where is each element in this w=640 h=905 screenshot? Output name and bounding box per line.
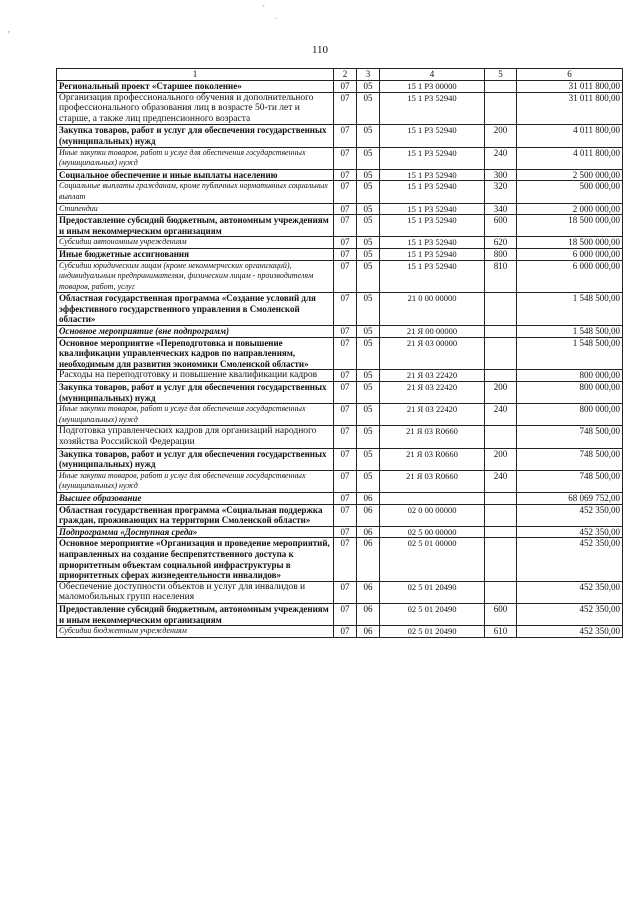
- table-row: [57, 337, 623, 370]
- section-code-cell: 07: [334, 181, 357, 203]
- table-row: [57, 215, 623, 237]
- subsection-code-cell: 05: [357, 370, 380, 382]
- amount-cell: 6 000 000,00: [517, 260, 623, 293]
- subsection-code-cell: 05: [357, 169, 380, 181]
- amount-cell: 2 500 000,00: [517, 169, 623, 181]
- target-item-code-cell: 15 1 P3 52940: [380, 203, 485, 215]
- target-item-code-cell: 21 Я 03 00000: [380, 337, 485, 370]
- row-name-cell: Стипендии: [57, 203, 334, 215]
- row-name-cell: Областная государственная программа «Социальная поддержка граждан, проживающих на территории Смоленской области»: [57, 504, 334, 526]
- amount-cell: 500 000,00: [517, 181, 623, 203]
- target-item-code-cell: 15 1 P3 52940: [380, 147, 485, 169]
- row-name-cell: Подпрограмма «Доступная среда»: [57, 526, 334, 538]
- target-item-code-cell: 02 5 01 20490: [380, 603, 485, 625]
- table-row: [57, 260, 623, 293]
- row-name-cell: Иные закупки товаров, работ и услуг для обеспечения государственных (муниципальных) нужд: [57, 147, 334, 169]
- section-code-cell: 07: [334, 470, 357, 492]
- target-item-code-cell: 21 Я 03 R0660: [380, 470, 485, 492]
- table-row: [57, 326, 623, 338]
- expense-type-code-cell: 200: [485, 125, 517, 147]
- amount-cell: 800 000,00: [517, 404, 623, 426]
- amount-cell: 800 000,00: [517, 370, 623, 382]
- section-code-cell: 07: [334, 260, 357, 293]
- amount-cell: 452 350,00: [517, 581, 623, 603]
- amount-cell: 748 500,00: [517, 426, 623, 448]
- subsection-code-cell: 05: [357, 448, 380, 470]
- expense-type-code-cell: 600: [485, 603, 517, 625]
- row-name-cell: Субсидии автономным учреждениям: [57, 237, 334, 249]
- amount-cell: 1 548 500,00: [517, 326, 623, 338]
- section-code-cell: 07: [334, 504, 357, 526]
- subsection-code-cell: 05: [357, 92, 380, 125]
- section-code-cell: 07: [334, 370, 357, 382]
- subsection-code-cell: 06: [357, 603, 380, 625]
- table-header-row: [57, 69, 623, 81]
- amount-cell: 1 548 500,00: [517, 293, 623, 326]
- subsection-code-cell: 05: [357, 215, 380, 237]
- target-item-code-cell: 15 1 P3 52940: [380, 260, 485, 293]
- target-item-code-cell: 21 Я 00 00000: [380, 326, 485, 338]
- subsection-code-cell: 06: [357, 504, 380, 526]
- table-row: [57, 504, 623, 526]
- amount-cell: 6 000 000,00: [517, 248, 623, 260]
- expense-type-code-cell: 200: [485, 382, 517, 404]
- section-code-cell: 07: [334, 92, 357, 125]
- row-name-cell: Иные бюджетные ассигнования: [57, 248, 334, 260]
- section-code-cell: 07: [334, 448, 357, 470]
- expense-type-code-cell: 300: [485, 169, 517, 181]
- subsection-code-cell: 05: [357, 181, 380, 203]
- row-name-cell: Высшее образование: [57, 492, 334, 504]
- target-item-code-cell: 21 Я 03 22420: [380, 382, 485, 404]
- subsection-code-cell: 05: [357, 81, 380, 93]
- target-item-code-cell: 21 Я 03 R0660: [380, 426, 485, 448]
- subsection-code-cell: 06: [357, 581, 380, 603]
- section-code-cell: 07: [334, 147, 357, 169]
- row-name-cell: Предоставление субсидий бюджетным, автономным учреждениям и иным некоммерческим организациям: [57, 215, 334, 237]
- target-item-code-cell: 15 1 P3 52940: [380, 237, 485, 249]
- expense-type-code-cell: 240: [485, 470, 517, 492]
- section-code-cell: 07: [334, 603, 357, 625]
- amount-cell: 1 548 500,00: [517, 337, 623, 370]
- section-code-cell: 07: [334, 81, 357, 93]
- expense-type-code-cell: [485, 81, 517, 93]
- target-item-code-cell: 21 Я 03 22420: [380, 404, 485, 426]
- target-item-code-cell: 21 0 00 00000: [380, 293, 485, 326]
- row-name-cell: Предоставление субсидий бюджетным, автономным учреждениям и иным некоммерческим организациям: [57, 603, 334, 625]
- table-row: [57, 92, 623, 125]
- expense-type-code-cell: [485, 504, 517, 526]
- table-row: [57, 626, 623, 638]
- target-item-code-cell: 15 1 P3 52940: [380, 215, 485, 237]
- section-code-cell: 07: [334, 626, 357, 638]
- amount-cell: 18 500 000,00: [517, 237, 623, 249]
- target-item-code-cell: 02 0 00 00000: [380, 504, 485, 526]
- amount-cell: 68 069 752,00: [517, 492, 623, 504]
- table-row: [57, 181, 623, 203]
- section-code-cell: 07: [334, 169, 357, 181]
- table-row: [57, 581, 623, 603]
- table-row: [57, 237, 623, 249]
- expense-type-code-cell: 800: [485, 248, 517, 260]
- target-item-code-cell: 02 5 01 20490: [380, 626, 485, 638]
- row-name-cell: Организация профессионального обучения и дополнительного профессионального образования лиц в возрасте 50-ти лет и старше, а также лиц предпенсионного возраста: [57, 92, 334, 125]
- subsection-code-cell: 05: [357, 125, 380, 147]
- expense-type-code-cell: 320: [485, 181, 517, 203]
- row-name-cell: Региональный проект «Старшее поколение»: [57, 81, 334, 93]
- section-code-cell: 07: [334, 215, 357, 237]
- expense-type-code-cell: 340: [485, 203, 517, 215]
- row-name-cell: Расходы на переподготовку и повышение квалификации кадров: [57, 370, 334, 382]
- target-item-code-cell: 15 1 P3 52940: [380, 169, 485, 181]
- section-code-cell: 07: [334, 538, 357, 581]
- table-row: [57, 370, 623, 382]
- table-row: [57, 203, 623, 215]
- scan-speck: ˇ: [262, 4, 265, 13]
- table-row: [57, 603, 623, 625]
- target-item-code-cell: [380, 492, 485, 504]
- expense-type-code-cell: [485, 538, 517, 581]
- amount-cell: 31 011 800,00: [517, 81, 623, 93]
- subsection-code-cell: 06: [357, 526, 380, 538]
- expense-type-code-cell: 620: [485, 237, 517, 249]
- expense-type-code-cell: 810: [485, 260, 517, 293]
- target-item-code-cell: 21 Я 03 22420: [380, 370, 485, 382]
- table-row: [57, 125, 623, 147]
- expense-type-code-cell: 240: [485, 147, 517, 169]
- row-name-cell: Закупка товаров, работ и услуг для обеспечения государственных (муниципальных) нужд: [57, 382, 334, 404]
- table-row: [57, 526, 623, 538]
- amount-cell: 452 350,00: [517, 504, 623, 526]
- table-row: [57, 81, 623, 93]
- section-code-cell: 07: [334, 237, 357, 249]
- amount-cell: 452 350,00: [517, 526, 623, 538]
- amount-cell: 18 500 000,00: [517, 215, 623, 237]
- target-item-code-cell: 15 1 P3 52940: [380, 248, 485, 260]
- target-item-code-cell: 02 5 01 20490: [380, 581, 485, 603]
- section-code-cell: 07: [334, 581, 357, 603]
- amount-cell: 452 350,00: [517, 626, 623, 638]
- subsection-code-cell: 06: [357, 538, 380, 581]
- expense-type-code-cell: 600: [485, 215, 517, 237]
- amount-cell: 452 350,00: [517, 538, 623, 581]
- expense-type-code-cell: [485, 293, 517, 326]
- section-code-cell: 07: [334, 492, 357, 504]
- subsection-code-cell: 05: [357, 326, 380, 338]
- section-code-cell: 07: [334, 526, 357, 538]
- amount-cell: 748 500,00: [517, 448, 623, 470]
- expense-type-code-cell: [485, 526, 517, 538]
- target-item-code-cell: 15 1 P3 00000: [380, 81, 485, 93]
- expense-type-code-cell: 610: [485, 626, 517, 638]
- column-header-section: 2: [334, 69, 357, 81]
- amount-cell: 800 000,00: [517, 382, 623, 404]
- row-name-cell: Закупка товаров, работ и услуг для обеспечения государственных (муниципальных) нужд: [57, 125, 334, 147]
- subsection-code-cell: 05: [357, 470, 380, 492]
- subsection-code-cell: 05: [357, 404, 380, 426]
- row-name-cell: Основное мероприятие (вне подпрограмм): [57, 326, 334, 338]
- table-row: [57, 147, 623, 169]
- row-name-cell: Иные закупки товаров, работ и услуг для обеспечения государственных (муниципальных) нужд: [57, 404, 334, 426]
- table-row: [57, 448, 623, 470]
- column-header-target-item: 4: [380, 69, 485, 81]
- expense-type-code-cell: 240: [485, 404, 517, 426]
- target-item-code-cell: 15 1 P3 52940: [380, 92, 485, 125]
- row-name-cell: Субсидии юридическим лицам (кроме некоммерческих организаций), индивидуальным предпринимателям, физическим лицам - производителям товаров, работ, услуг: [57, 260, 334, 293]
- row-name-cell: Социальные выплаты гражданам, кроме публичных нормативных социальных выплат: [57, 181, 334, 203]
- row-name-cell: Субсидии бюджетным учреждениям: [57, 626, 334, 638]
- row-name-cell: Основное мероприятие «Переподготовка и повышение квалификации управленческих кадров по направлениям, необходимым для развития экономики Смоленской области»: [57, 337, 334, 370]
- table-row: [57, 248, 623, 260]
- section-code-cell: 07: [334, 125, 357, 147]
- section-code-cell: 07: [334, 404, 357, 426]
- table-row: [57, 426, 623, 448]
- column-header-amount: 6: [517, 69, 623, 81]
- section-code-cell: 07: [334, 203, 357, 215]
- target-item-code-cell: 21 Я 03 R0660: [380, 448, 485, 470]
- section-code-cell: 07: [334, 326, 357, 338]
- expense-type-code-cell: [485, 370, 517, 382]
- subsection-code-cell: 05: [357, 248, 380, 260]
- section-code-cell: 07: [334, 337, 357, 370]
- expense-type-code-cell: [485, 337, 517, 370]
- row-name-cell: Обеспечение доступности объектов и услуг для инвалидов и маломобильных групп населения: [57, 581, 334, 603]
- target-item-code-cell: 15 1 P3 52940: [380, 125, 485, 147]
- row-name-cell: Закупка товаров, работ и услуг для обеспечения государственных (муниципальных) нужд: [57, 448, 334, 470]
- subsection-code-cell: 05: [357, 382, 380, 404]
- row-name-cell: Подготовка управленческих кадров для организаций народного хозяйства Российской Федерации: [57, 426, 334, 448]
- subsection-code-cell: 05: [357, 293, 380, 326]
- amount-cell: 2 000 000,00: [517, 203, 623, 215]
- target-item-code-cell: 02 5 00 00000: [380, 526, 485, 538]
- scan-speck: ·: [275, 14, 278, 23]
- subsection-code-cell: 06: [357, 492, 380, 504]
- row-name-cell: Иные закупки товаров, работ и услуг для обеспечения государственных (муниципальных) нужд: [57, 470, 334, 492]
- subsection-code-cell: 06: [357, 626, 380, 638]
- subsection-code-cell: 05: [357, 337, 380, 370]
- target-item-code-cell: 02 5 01 00000: [380, 538, 485, 581]
- subsection-code-cell: 05: [357, 260, 380, 293]
- subsection-code-cell: 05: [357, 237, 380, 249]
- expense-type-code-cell: 200: [485, 448, 517, 470]
- subsection-code-cell: 05: [357, 203, 380, 215]
- amount-cell: 4 011 800,00: [517, 125, 623, 147]
- table-row: [57, 169, 623, 181]
- section-code-cell: 07: [334, 248, 357, 260]
- section-code-cell: 07: [334, 382, 357, 404]
- table-row: [57, 293, 623, 326]
- table-row: [57, 404, 623, 426]
- expense-type-code-cell: [485, 326, 517, 338]
- row-name-cell: Основное мероприятие «Организация и проведение мероприятий, направленных на создание беспрепятственного доступа к приоритетным объектам социальной инфраструктуры в приоритетных сферах жизнедеятельности инвалидов»: [57, 538, 334, 581]
- expense-type-code-cell: [485, 92, 517, 125]
- expense-type-code-cell: [485, 426, 517, 448]
- table-row: [57, 538, 623, 581]
- column-header-subsection: 3: [357, 69, 380, 81]
- amount-cell: 4 011 800,00: [517, 147, 623, 169]
- column-header-expense-type: 5: [485, 69, 517, 81]
- expense-type-code-cell: [485, 581, 517, 603]
- page-number: 110: [311, 44, 329, 56]
- table-row: [57, 470, 623, 492]
- amount-cell: 748 500,00: [517, 470, 623, 492]
- subsection-code-cell: 05: [357, 147, 380, 169]
- row-name-cell: Областная государственная программа «Создание условий для эффективного государственного управления в Смоленской области»: [57, 293, 334, 326]
- row-name-cell: Социальное обеспечение и иные выплаты населению: [57, 169, 334, 181]
- subsection-code-cell: 05: [357, 426, 380, 448]
- expense-type-code-cell: [485, 492, 517, 504]
- scan-speck: ': [8, 30, 10, 41]
- amount-cell: 31 011 800,00: [517, 92, 623, 125]
- column-header-name: 1: [57, 69, 334, 81]
- target-item-code-cell: 15 1 P3 52940: [380, 181, 485, 203]
- amount-cell: 452 350,00: [517, 603, 623, 625]
- table-row: [57, 382, 623, 404]
- section-code-cell: 07: [334, 293, 357, 326]
- budget-table: [56, 68, 623, 638]
- section-code-cell: 07: [334, 426, 357, 448]
- table-row: [57, 492, 623, 504]
